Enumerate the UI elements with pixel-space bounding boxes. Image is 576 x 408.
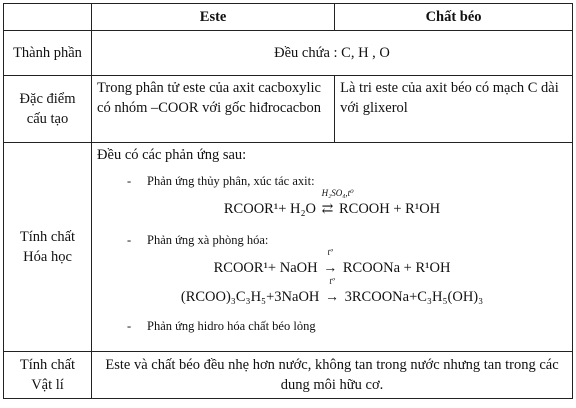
right-arrow-icon: → [323, 261, 338, 276]
structure-ester: Trong phân tử este của axit cacboxylic có nhóm –COOR với gốc hiđrocacbon [92, 76, 335, 143]
eq3-left: (RCOO)₃C₃H₅+3NaOH [180, 289, 320, 305]
eq1-condition: H₂SO₄,t⁰ [321, 188, 354, 198]
structure-fat: Là tri este của axit béo có mạch C dài với glixerol [335, 76, 573, 143]
header-row [4, 4, 573, 31]
eq2-condition: tº [327, 247, 333, 257]
bullet-hydrolysis-text: Phản ứng thủy phân, xúc tác axit: [147, 174, 315, 188]
eq3-condition: tº [329, 276, 335, 286]
bullet-saponification-text: Phản ứng xà phòng hóa: [147, 233, 269, 247]
structure-label: Đặc điểm cấu tạo [4, 76, 92, 143]
eq2-right: RCOONa + R¹OH [342, 260, 451, 276]
composition-content: Đều chứa : C, H , O [92, 31, 573, 76]
chemical-content [92, 143, 573, 352]
equilibrium-arrow-icon: ⇄ [321, 202, 334, 217]
bullet-hydrogenation-text: Phản ứng hidro hóa chất béo lỏng [147, 319, 316, 333]
eq2-left: RCOOR¹+ NaOH [213, 260, 318, 276]
header-ester: Este [92, 4, 335, 31]
header-fat: Chất béo [335, 4, 573, 31]
bullet-dash: - [127, 174, 132, 188]
bullet-dash: - [127, 319, 132, 333]
eq1-left: RCOOR¹+ H₂O [223, 201, 316, 217]
physical-row [4, 352, 573, 399]
physical-content: Este và chất béo đều nhẹ hơn nước, không tan trong nước nhưng tan trong các dung môi hữu cơ. [92, 352, 573, 399]
physical-label: Tính chất Vật lí [4, 352, 92, 399]
composition-label: Thành phần [4, 31, 92, 76]
equation-hydrolysis [97, 188, 567, 220]
chemical-intro: Đều có các phản ứng sau: [97, 147, 247, 163]
equation-saponification-fat [97, 276, 567, 308]
comparison-table [3, 3, 573, 399]
right-arrow-icon: → [325, 290, 340, 305]
eq1-right: RCOOH + R¹OH [338, 201, 441, 217]
eq3-right: 3RCOONa+C₃H₅(OH)₃ [344, 289, 484, 305]
header-empty-cell [4, 4, 92, 31]
bullet-hydrogenation [97, 316, 567, 336]
eq1-arrow [321, 188, 354, 220]
structure-row [4, 76, 573, 143]
composition-row [4, 31, 573, 76]
chemical-row [4, 143, 573, 352]
bullet-dash: - [127, 233, 132, 247]
chemical-label: Tính chất Hóa học [4, 143, 92, 352]
eq3-arrow [325, 276, 340, 308]
